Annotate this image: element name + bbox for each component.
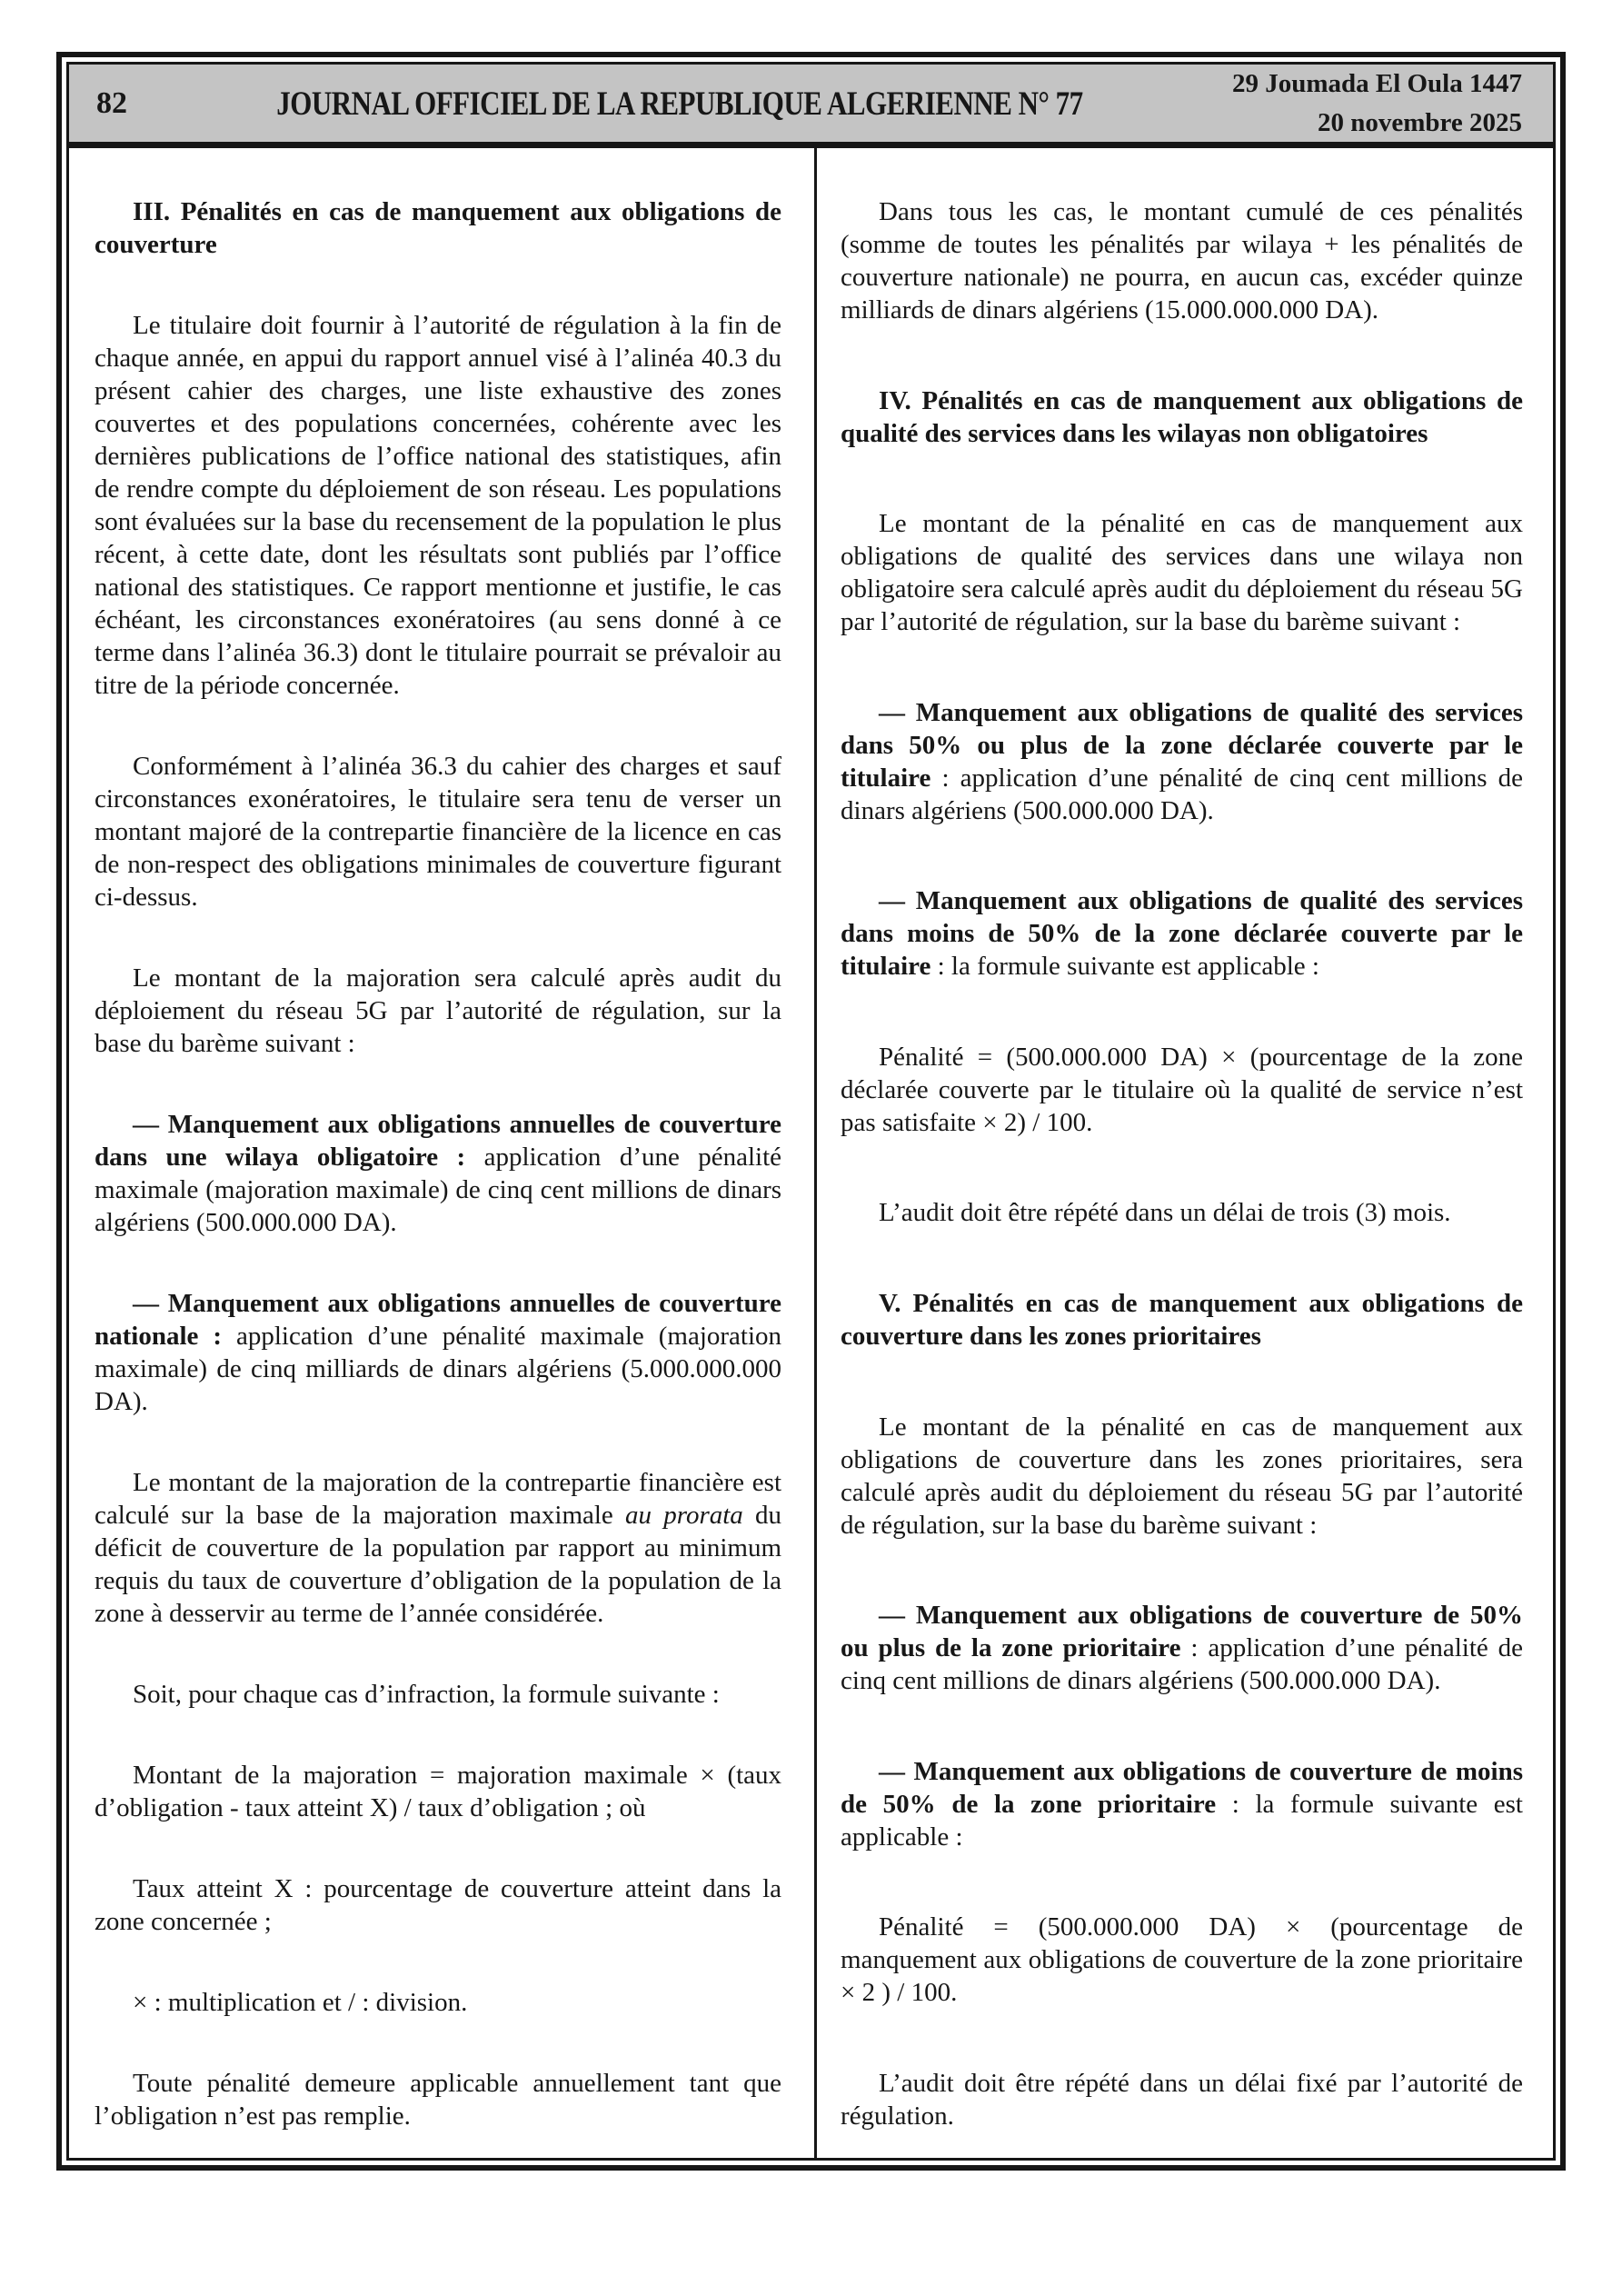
bullet-item (841, 884, 1523, 983)
right-column (817, 148, 1553, 2158)
paragraph-text: Le montant de la majoration de la contrepartie financière est calculé sur la base de la majoration maximale (95, 1468, 782, 1530)
page-number: 82 (96, 85, 127, 120)
date-gregorian: 20 novembre 2025 (1317, 107, 1522, 137)
section-heading-v: V. Pénalités en cas de manquement aux obligations de couverture dans les zones prioritaires (841, 1289, 1523, 1352)
journal-title: JOURNAL OFFICIEL DE LA REPUBLIQUE ALGERIENNE N° 77 (276, 84, 1083, 123)
bullet-item (95, 1108, 781, 1239)
section-heading-iv: IV. Pénalités en cas de manquement aux obligations de qualité des services dans les wilayas non obligatoires (841, 385, 1523, 448)
paragraph: Le titulaire doit fournir à l’autorité de régulation à la fin de chaque année, en appui du rapport annuel visé à l’alinéa 40.3 du présent cahier des charges, une liste exhaustive des zones couvertes et des populations concernées, cohérente avec les dernières publications de l’office national des statistiques, afin de rendre compte du déploiement de son réseau. Les populations sont évaluées sur la base du recensement de la population le plus récent, à cette date, dont les résultats sont publiés par l’office national des statistiques. Ce rapport mentionne et justifie, le cas échéant, les circonstances exonératoires (au sens donné à ce terme dans l’alinéa 36.3) dont le titulaire pourrait se prévaloir au titre de la période concernée. (95, 311, 782, 700)
bullet-text: application d’une pénalité maximale (majoration maximale) de cinq milliards de dinars algériens (5.000.000.000 DA). (95, 1322, 782, 1416)
bullet-item (841, 1755, 1523, 1853)
paragraph: L’audit doit être répété dans un délai fixé par l’autorité de régulation. (841, 2068, 1523, 2131)
paragraph: Le montant de la pénalité en cas de manquement aux obligations de couverture dans les zones prioritaires, sera calculé après audit du déploiement du réseau 5G par l’autorité de régulation, sur la base du barème suivant : (841, 1412, 1523, 1540)
bullet-label: — Manquement aux obligations de qualité des services dans 50% ou plus de la zone déclarée couverte par le titulaire (841, 697, 1523, 793)
date-hijri: 29 Joumada El Oula 1447 (1231, 69, 1522, 99)
italic-phrase: au prorata (625, 1501, 743, 1530)
bullet-item (841, 1599, 1523, 1697)
left-column (69, 148, 817, 2158)
paragraph: Le montant de la majoration sera calculé après audit du déploiement du réseau 5G par l’autorité de régulation, sur la base du barème suivant : (95, 963, 782, 1058)
paragraph-text: du déficit de couverture de la population par rapport au minimum requis du taux de couverture d’obligation de la population de la zone à desservir au terme de l’année considérée. (95, 1501, 782, 1628)
paragraph: Soit, pour chaque cas d’infraction, la formule suivante : (133, 1680, 720, 1709)
paragraph: Le montant de la pénalité en cas de manquement aux obligations de qualité des services dans une wilaya non obligatoire sera calculé après audit du déploiement du réseau 5G par l’autorité de régulation, sur la base du barème suivant : (841, 509, 1523, 637)
paragraph: Dans tous les cas, le montant cumulé de ces pénalités (somme de toutes les pénalités par wilaya + les pénalités de couverture nationale) ne pourra, en aucun cas, excéder quinze milliards de dinars algériens (15.000.000.000 DA). (841, 197, 1523, 324)
paragraph: L’audit doit être répété dans un délai de trois (3) mois. (879, 1198, 1451, 1228)
paragraph: × : multiplication et / : division. (133, 1988, 468, 2017)
bullet-label: — Manquement aux obligations de couverture de moins de 50% de la zone prioritaire (841, 1756, 1523, 1819)
issue-dates (1232, 65, 1522, 141)
bullet-label: — Manquement aux obligations de qualité des services dans moins de 50% de la zone déclarée couverte par le titulaire (841, 886, 1523, 982)
bullet-label: — Manquement aux obligations annuelles de couverture dans une wilaya obligatoire : (95, 1110, 782, 1172)
bullet-text: : la formule suivante est applicable : (841, 1789, 1523, 1852)
bullet-text: : application d’une pénalité de cinq cent millions de dinars algériens (500.000.000 DA). (841, 1633, 1524, 1696)
bullet-text: application d’une pénalité maximale (majoration maximale) de cinq cent millions de dinars algériens (500.000.000 DA). (95, 1143, 782, 1237)
page-frame (56, 52, 1566, 2171)
page-frame-inner (66, 62, 1556, 2161)
bullet-text: : la formule suivante est applicable : (930, 952, 1319, 982)
bullet-item (841, 696, 1523, 827)
paragraph: Toute pénalité demeure applicable annuellement tant que l’obligation n’est pas remplie. (95, 2069, 782, 2131)
formula-paragraph: Pénalité = (500.000.000 DA) × (pourcentage de manquement aux obligations de couverture de la zone prioritaire × 2 ) / 100. (841, 1912, 1523, 2008)
bullet-label: — Manquement aux obligations de couverture de 50% ou plus de la zone prioritaire (841, 1601, 1523, 1663)
formula-paragraph: Pénalité = (500.000.000 DA) × (pourcentage de la zone déclarée couverte par le titulaire où la qualité de service n’est pas satisfaite × 2) / 100. (841, 1042, 1523, 1137)
paragraph: Taux atteint X : pourcentage de couverture atteint dans la zone concernée ; (95, 1874, 782, 1936)
paragraph (95, 1466, 781, 1630)
bullet-label: — Manquement aux obligations annuelles de couverture nationale : (95, 1289, 782, 1351)
section-heading-iii: III. Pénalités en cas de manquement aux obligations de couverture (95, 197, 782, 259)
bullet-text: : application d’une pénalité de cinq cent millions de dinars algériens (500.000.000 DA). (841, 763, 1523, 825)
paragraph: Conformément à l’alinéa 36.3 du cahier des charges et sauf circonstances exonératoires, le titulaire sera tenu de verser un montant majoré de la contrepartie financière de la licence en cas de non-respect des obligations minimales de couverture figurant ci-dessus. (95, 752, 782, 912)
formula-paragraph: Montant de la majoration = majoration maximale × (taux d’obligation - taux atteint X) / taux d’obligation ; où (95, 1761, 782, 1822)
two-column-body (69, 148, 1553, 2158)
bullet-item (95, 1287, 781, 1418)
page-header-band (69, 65, 1553, 148)
